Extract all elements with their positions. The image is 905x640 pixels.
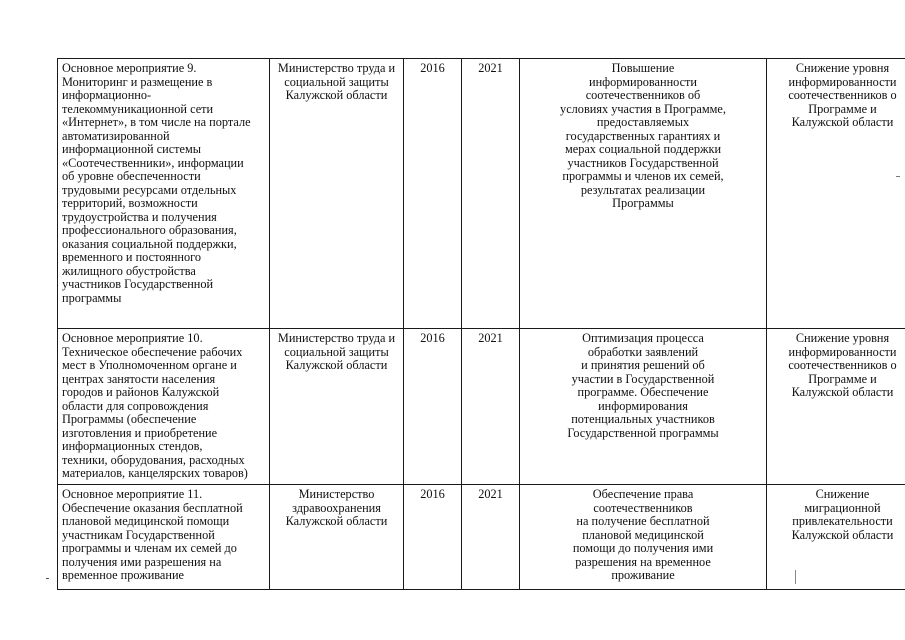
consequence-cell [767,59,905,329]
program-events-table [57,58,905,590]
expected-result-cell [520,59,767,329]
end-year-cell [462,59,520,329]
table-row [58,59,905,329]
executor-text: Министерство труда и социальной защиты Калужской области [277,61,396,102]
scan-artifact-dash [46,578,49,579]
scan-artifact-edge-mark [896,176,900,177]
consequence-text: Снижение уровня информированности соотечественников о Программе и Калужской области [788,61,897,129]
event-cell [58,59,270,329]
end-year-text: 2021 [478,487,503,501]
end-year-cell [462,329,520,485]
consequence-cell [767,485,905,590]
expected-result-text: Повышение информированности соотечественников об условиях участия в Программе, предоставляемых государственных гарантиях и мерах социальной поддержки участников Государственной программы и членов их семей, результатах реализации Программы [560,61,726,210]
start-year-text: 2016 [420,331,445,345]
start-year-cell [404,59,462,329]
expected-result-cell [520,329,767,485]
executor-cell [270,485,404,590]
event-cell [58,485,270,590]
consequence-cell [767,329,905,485]
start-year-cell [404,485,462,590]
executor-text: Министерство здравоохранения Калужской области [285,487,388,528]
expected-result-text: Оптимизация процесса обработки заявлений и принятия решений об участии в Государственной программе. Обеспечение информирования потенциальных участников Государственной программы [567,331,719,440]
event-cell [58,329,270,485]
end-year-text: 2021 [478,331,503,345]
executor-cell [270,329,404,485]
table-row [58,329,905,485]
start-year-text: 2016 [420,487,445,501]
consequence-text: Снижение миграционной привлекательности Калужской области [791,487,894,542]
table-row [58,485,905,590]
event-text: Основное мероприятие 9. Мониторинг и размещение в информационно- телекоммуникационной сети «Интернет», в том числе на портале автоматизированной информационной системы «Соотечественники», информации об уровне обеспеченности трудовыми ресурсами отдельных территорий, возможности трудоустройства и получения профессионального образования, оказания социальной поддержки, временного и постоянного жилищного обустройства участников Государственной программы [62,61,251,305]
event-text: Основное мероприятие 11. Обеспечение оказания бесплатной плановой медицинской помощи участникам Государственной программы и членам их семей до получения ими разрешения на временное проживание [62,487,243,582]
expected-result-cell [520,485,767,590]
scan-artifact-tick [795,570,796,584]
consequence-text: Снижение уровня информированности соотечественников о Программе и Калужской области [788,331,897,399]
start-year-text: 2016 [420,61,445,75]
executor-text: Министерство труда и социальной защиты Калужской области [277,331,396,372]
start-year-cell [404,329,462,485]
end-year-text: 2021 [478,61,503,75]
expected-result-text: Обеспечение права соотечественников на получение бесплатной плановой медицинской помощи до получения ими разрешения на временное проживание [572,487,714,582]
executor-cell [270,59,404,329]
end-year-cell [462,485,520,590]
event-text: Основное мероприятие 10. Техническое обеспечение рабочих мест в Уполномоченном органе и центрах занятости населения городов и районов Калужской области для сопровождения Программы (обеспечение изготовления и приобретение информационных стендов, техники, оборудования, расходных материалов, канцелярских товаров) [62,331,248,480]
